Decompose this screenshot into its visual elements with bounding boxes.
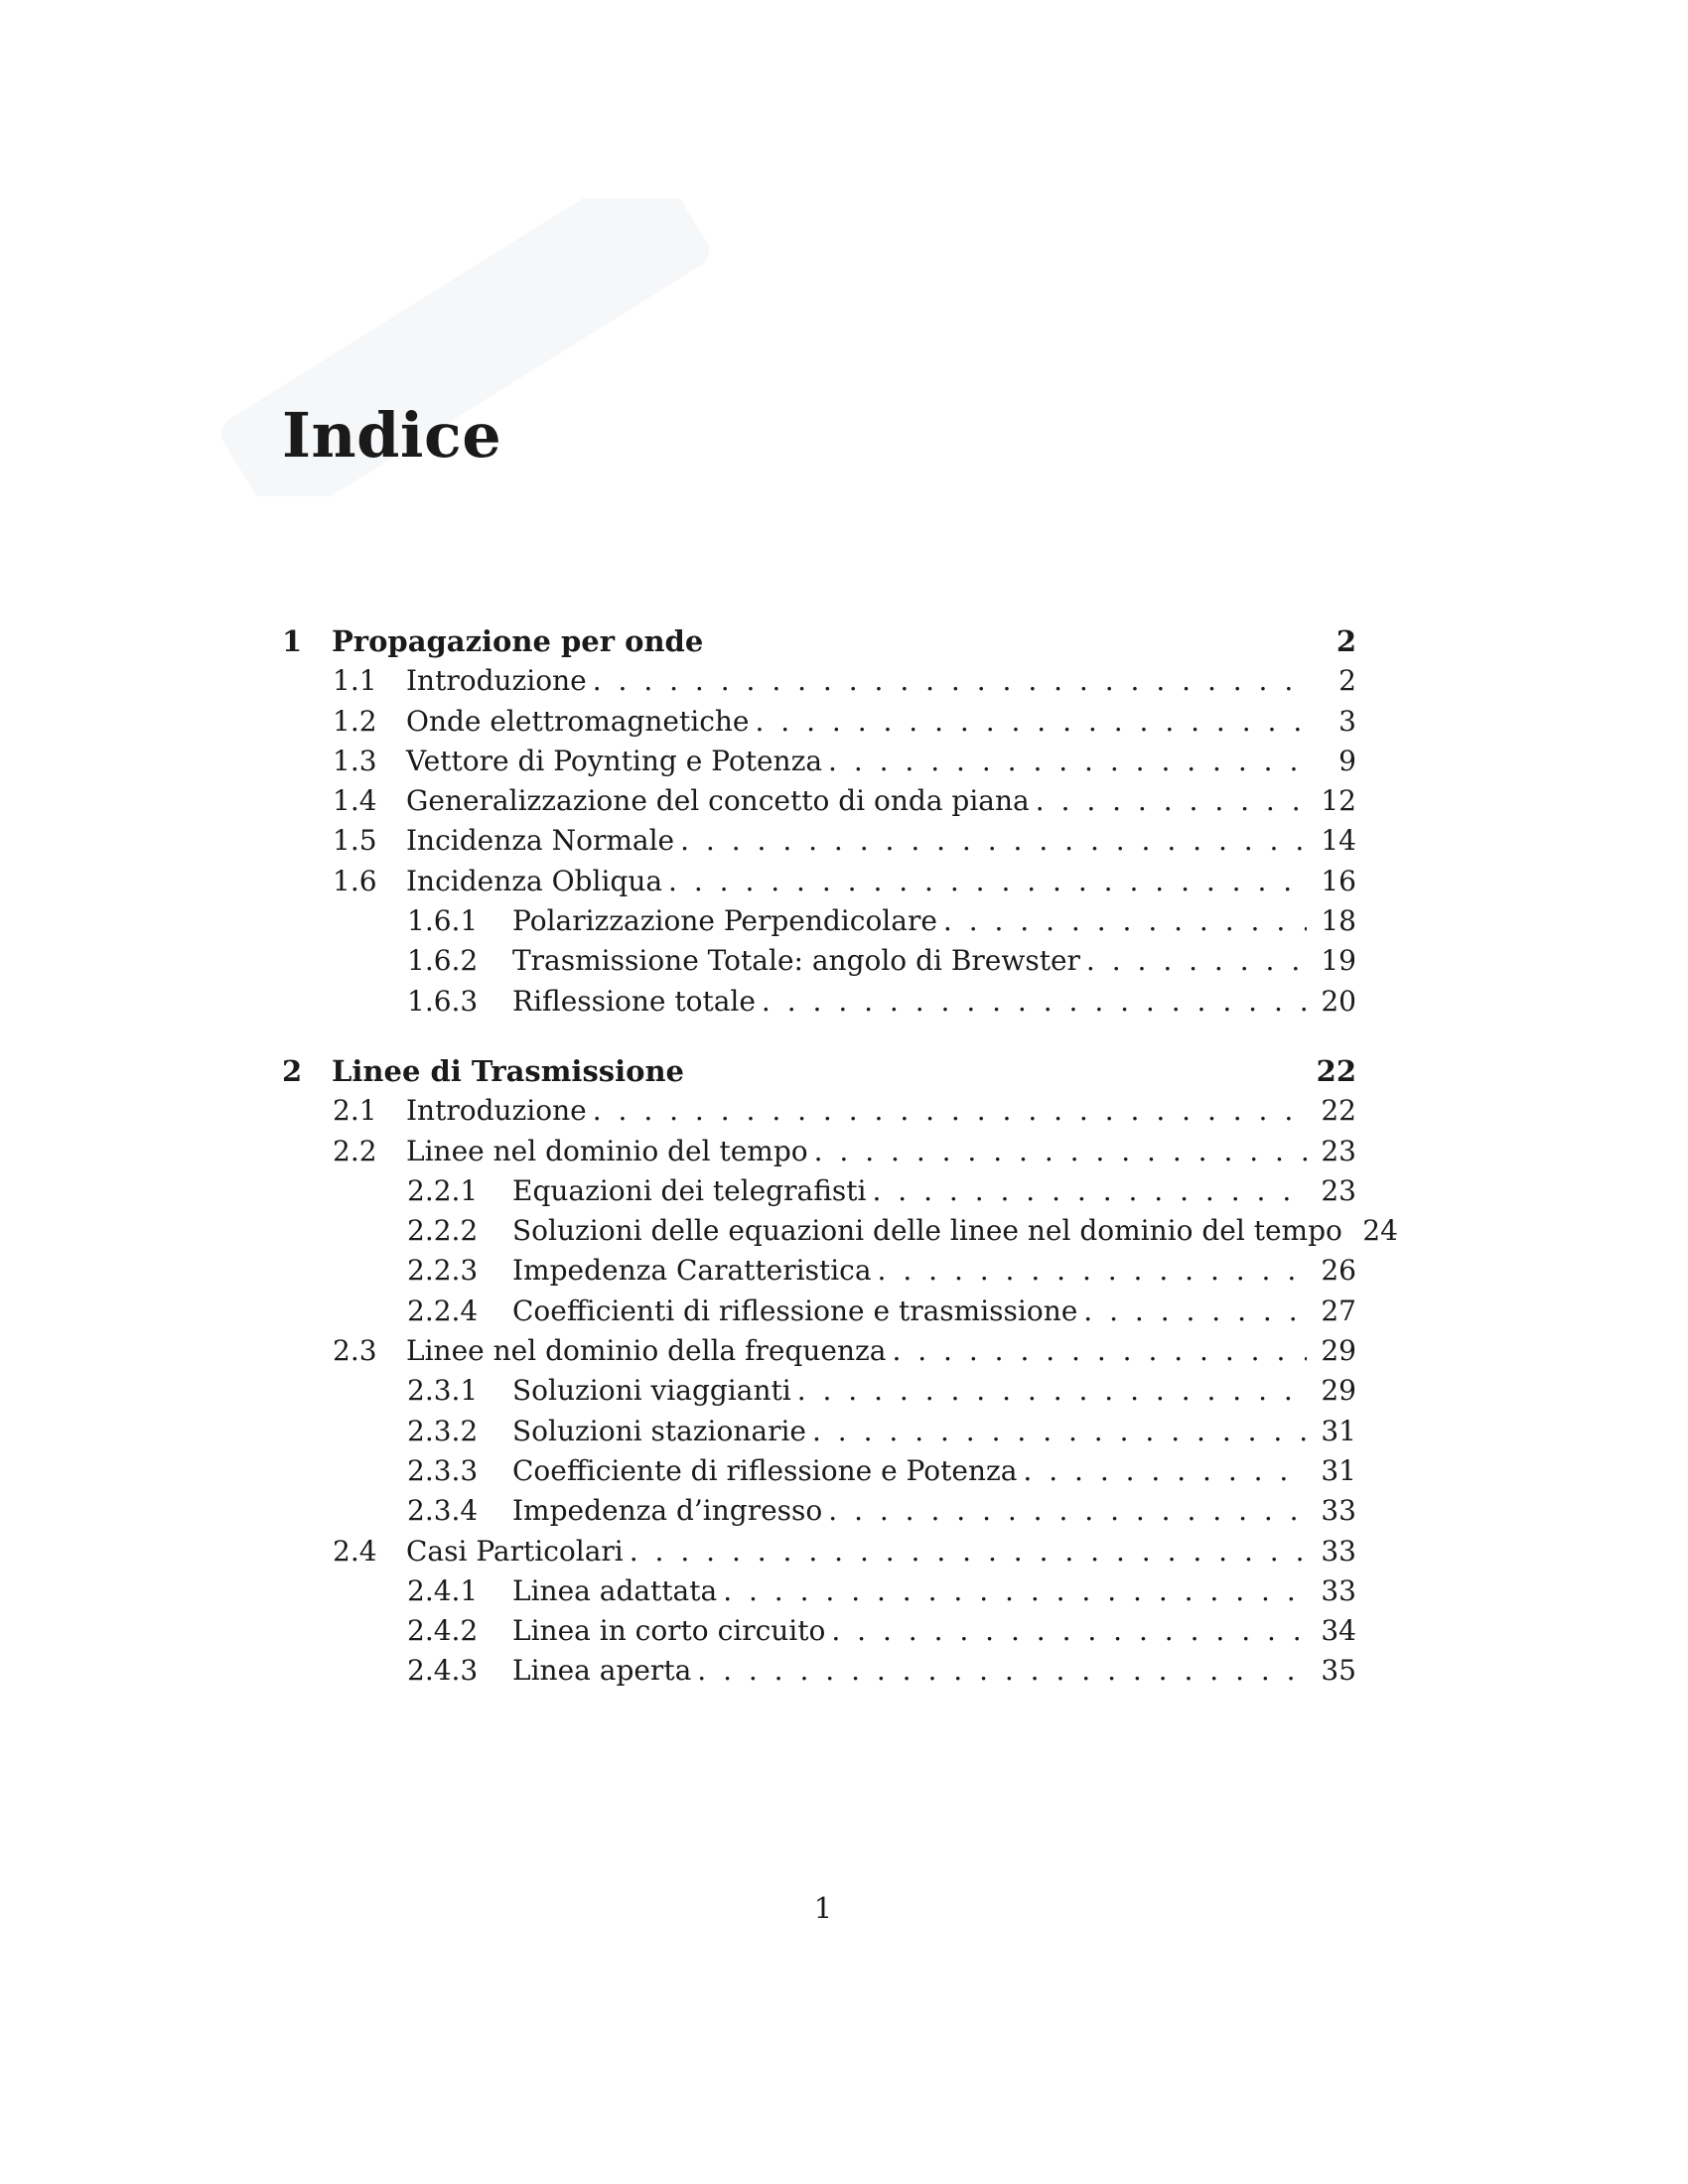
dot-leader: [756, 702, 1308, 742]
toc-entry[interactable]: [282, 941, 1356, 981]
entry-title: Impedenza d’ingresso: [512, 1494, 823, 1528]
toc-entry[interactable]: [282, 821, 1356, 861]
entry-title: Linee nel dominio del tempo: [406, 1134, 808, 1167]
dot-leader: [1023, 1451, 1307, 1491]
entry-title: Introduzione: [406, 664, 587, 698]
dot-leader: [797, 1371, 1307, 1411]
entry-number: 2.2: [333, 1134, 377, 1167]
dot-leader: [1036, 781, 1307, 821]
entry-number: 1: [282, 624, 303, 658]
toc-chapter-entry[interactable]: [282, 621, 1356, 661]
toc-entry[interactable]: [282, 661, 1356, 701]
entry-page: 3: [1338, 704, 1356, 738]
entry-number: 2.4.1: [407, 1573, 479, 1607]
toc-entry[interactable]: [282, 1611, 1356, 1651]
entry-title: Onde elettromagnetiche: [406, 704, 750, 738]
entry-title: Generalizzazione del concetto di onda piana: [406, 784, 1030, 818]
entry-number: 2.3: [333, 1334, 377, 1368]
entry-number: 2.2.1: [407, 1173, 479, 1207]
entry-number: 1.6.2: [407, 944, 479, 978]
entry-page: 14: [1321, 824, 1356, 858]
entry-title: Linea aperta: [512, 1654, 692, 1688]
toc-chapter-1: [282, 621, 1356, 1022]
toc-chapter-entry[interactable]: [282, 1051, 1356, 1091]
entry-page: 31: [1321, 1414, 1356, 1447]
dot-leader: [892, 1331, 1307, 1371]
toc-entry[interactable]: [282, 1451, 1356, 1491]
page-number: 1: [813, 1891, 833, 1925]
toc-entry[interactable]: [282, 1371, 1356, 1411]
entry-title: Incidenza Obliqua: [406, 864, 663, 897]
dot-leader: [873, 1171, 1308, 1211]
dot-leader: [828, 742, 1307, 781]
dot-leader: [814, 1132, 1307, 1171]
dot-leader: [943, 901, 1307, 941]
entry-title: Linea adattata: [512, 1573, 718, 1607]
toc-entry[interactable]: [282, 1171, 1356, 1211]
entry-number: 1.3: [333, 744, 377, 777]
entry-title: Incidenza Normale: [406, 824, 675, 858]
toc-entry[interactable]: [282, 862, 1356, 901]
entry-page: 19: [1321, 944, 1356, 978]
dot-leader: [1083, 1292, 1307, 1331]
entry-number: 1.1: [333, 664, 377, 698]
entry-page: 12: [1321, 784, 1356, 818]
entry-page: 2: [1338, 664, 1356, 698]
entry-page: 31: [1321, 1453, 1356, 1487]
toc-entry[interactable]: [282, 1571, 1356, 1611]
toc-entry[interactable]: [282, 1331, 1356, 1371]
entry-title: Casi Particolari: [406, 1534, 624, 1568]
toc-entry[interactable]: [282, 1251, 1356, 1291]
dot-leader: [593, 661, 1307, 701]
entry-number: 1.6.3: [407, 984, 479, 1018]
dot-leader: [630, 1532, 1307, 1571]
entry-page: 22: [1321, 1094, 1356, 1128]
toc-entry[interactable]: [282, 1651, 1356, 1691]
dot-leader: [762, 982, 1307, 1022]
entry-page: 34: [1321, 1614, 1356, 1648]
entry-number: 1.2: [333, 704, 377, 738]
toc-entry[interactable]: [282, 1211, 1398, 1251]
entry-title: Linee di Trasmissione: [332, 1053, 684, 1088]
dot-leader: [1086, 941, 1307, 981]
entry-title: Riflessione totale: [512, 984, 756, 1018]
entry-number: 2.3.4: [407, 1494, 479, 1528]
entry-number: 2.4.3: [407, 1654, 479, 1688]
toc-chapter-2: [282, 1051, 1398, 1692]
toc-entry[interactable]: [282, 742, 1356, 781]
entry-title: Soluzioni delle equazioni delle linee nel dominio del tempo: [512, 1214, 1342, 1248]
entry-title: Vettore di Poynting e Potenza: [406, 744, 823, 777]
entry-page: 20: [1321, 984, 1356, 1018]
entry-page: 33: [1321, 1494, 1356, 1528]
entry-number: 2.3.3: [407, 1453, 479, 1487]
entry-number: 2.2.4: [407, 1294, 479, 1327]
entry-number: 1.5: [333, 824, 377, 858]
table-of-contents: [282, 621, 1398, 1692]
entry-title: Introduzione: [406, 1094, 587, 1128]
entry-title: Soluzioni stazionarie: [512, 1414, 806, 1447]
entry-title: Propagazione per onde: [332, 624, 704, 658]
entry-number: 2.3.1: [407, 1374, 479, 1408]
page-title: Indice: [282, 399, 502, 472]
entry-title: Trasmissione Totale: angolo di Brewster: [512, 944, 1080, 978]
dot-leader: [723, 1571, 1307, 1611]
toc-entry[interactable]: [282, 702, 1356, 742]
entry-number: 2.4: [333, 1534, 377, 1568]
toc-entry[interactable]: [282, 1132, 1356, 1171]
entry-number: 2.2.2: [407, 1214, 479, 1248]
entry-number: 2: [282, 1053, 303, 1088]
toc-entry[interactable]: [282, 1292, 1356, 1331]
entry-title: Polarizzazione Perpendicolare: [512, 904, 937, 938]
dot-leader: [593, 1091, 1307, 1131]
entry-number: 2.1: [333, 1094, 377, 1128]
entry-number: 1.6.1: [407, 904, 479, 938]
toc-entry[interactable]: [282, 982, 1356, 1022]
entry-title: Equazioni dei telegrafisti: [512, 1173, 867, 1207]
entry-number: 2.2.3: [407, 1254, 479, 1288]
entry-number: 2.4.2: [407, 1614, 479, 1648]
entry-page: 27: [1321, 1294, 1356, 1327]
entry-page: 22: [1316, 1053, 1356, 1088]
entry-page: 26: [1321, 1254, 1356, 1288]
dot-leader: [812, 1412, 1307, 1451]
dot-leader: [828, 1491, 1307, 1531]
entry-title: Coefficienti di riflessione e trasmissione: [512, 1294, 1078, 1327]
entry-page: 2: [1336, 624, 1356, 658]
entry-page: 33: [1321, 1534, 1356, 1568]
entry-title: Impedenza Caratteristica: [512, 1254, 872, 1288]
toc-entry[interactable]: [282, 781, 1356, 821]
entry-page: 18: [1321, 904, 1356, 938]
entry-page: 9: [1338, 744, 1356, 777]
dot-leader: [831, 1611, 1307, 1651]
entry-number: 1.6: [333, 864, 377, 897]
entry-title: Coefficiente di riflessione e Potenza: [512, 1453, 1018, 1487]
dot-leader: [878, 1251, 1307, 1291]
entry-title: Linee nel dominio della frequenza: [406, 1334, 887, 1368]
entry-page: 16: [1321, 864, 1356, 897]
entry-page: 23: [1321, 1134, 1356, 1167]
entry-page: 29: [1321, 1334, 1356, 1368]
entry-page: 23: [1321, 1173, 1356, 1207]
toc-entry[interactable]: [282, 901, 1356, 941]
dot-leader: [697, 1651, 1307, 1691]
entry-title: Linea in corto circuito: [512, 1614, 826, 1648]
dot-leader: [680, 821, 1307, 861]
toc-entry[interactable]: [282, 1091, 1356, 1131]
toc-entry[interactable]: [282, 1491, 1356, 1531]
entry-page: 24: [1362, 1214, 1398, 1248]
toc-entry[interactable]: [282, 1412, 1356, 1451]
toc-entry[interactable]: [282, 1532, 1356, 1571]
entry-page: 29: [1321, 1374, 1356, 1408]
entry-title: Soluzioni viaggianti: [512, 1374, 791, 1408]
entry-page: 35: [1321, 1654, 1356, 1688]
entry-number: 1.4: [333, 784, 377, 818]
entry-number: 2.3.2: [407, 1414, 479, 1447]
entry-page: 33: [1321, 1573, 1356, 1607]
dot-leader: [668, 862, 1307, 901]
